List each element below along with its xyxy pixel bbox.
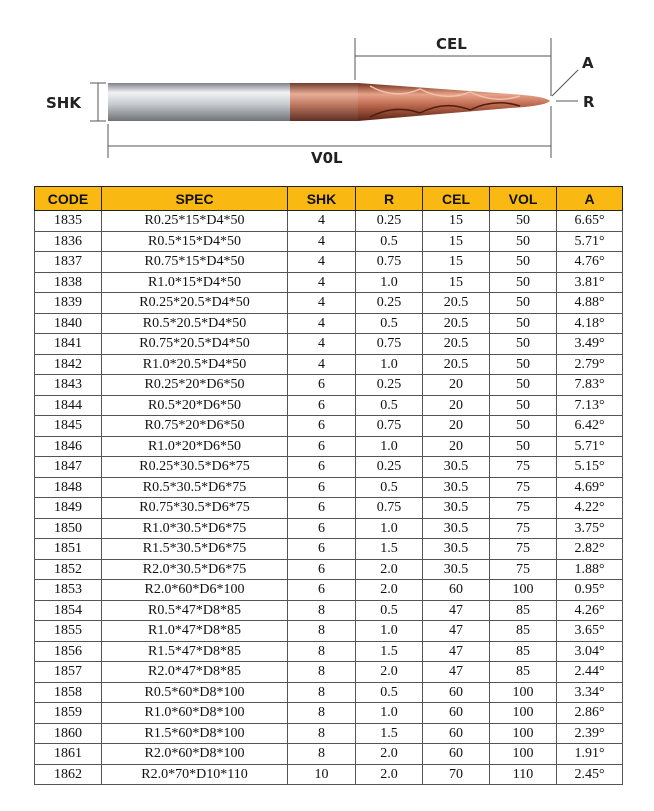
table-row bbox=[35, 703, 623, 724]
cell-cel: 70 bbox=[423, 764, 490, 785]
cell-cel: 60 bbox=[423, 580, 490, 601]
cell-vol: 50 bbox=[490, 416, 557, 437]
cell-spec: R1.5*60*D8*100 bbox=[102, 723, 288, 744]
cell-cel: 20 bbox=[423, 395, 490, 416]
cell-code: 1838 bbox=[35, 272, 102, 293]
cell-spec: R0.5*47*D8*85 bbox=[102, 600, 288, 621]
cell-code: 1845 bbox=[35, 416, 102, 437]
spec-table bbox=[34, 186, 623, 785]
table-header-row bbox=[35, 187, 623, 211]
cell-vol: 85 bbox=[490, 600, 557, 621]
cell-code: 1852 bbox=[35, 559, 102, 580]
cell-shk: 4 bbox=[288, 313, 356, 334]
cell-vol: 100 bbox=[490, 580, 557, 601]
cell-r: 0.5 bbox=[356, 231, 423, 252]
cell-code: 1853 bbox=[35, 580, 102, 601]
cell-vol: 50 bbox=[490, 313, 557, 334]
cell-r: 1.5 bbox=[356, 641, 423, 662]
cell-vol: 50 bbox=[490, 375, 557, 396]
cell-r: 1.0 bbox=[356, 518, 423, 539]
cell-shk: 6 bbox=[288, 416, 356, 437]
cell-a: 5.71° bbox=[557, 231, 623, 252]
cell-shk: 6 bbox=[288, 436, 356, 457]
cell-a: 4.76° bbox=[557, 252, 623, 273]
radius-label: R bbox=[583, 93, 595, 111]
cell-vol: 75 bbox=[490, 477, 557, 498]
cell-spec: R0.5*30.5*D6*75 bbox=[102, 477, 288, 498]
cell-r: 0.75 bbox=[356, 334, 423, 355]
header-a: A bbox=[557, 187, 623, 211]
cell-cel: 20.5 bbox=[423, 334, 490, 355]
cell-shk: 4 bbox=[288, 211, 356, 232]
cell-r: 0.25 bbox=[356, 457, 423, 478]
cell-cel: 60 bbox=[423, 723, 490, 744]
header-code: CODE bbox=[35, 187, 102, 211]
cell-shk: 8 bbox=[288, 662, 356, 683]
table-row bbox=[35, 723, 623, 744]
cell-a: 2.39° bbox=[557, 723, 623, 744]
cell-cel: 20 bbox=[423, 375, 490, 396]
cell-shk: 4 bbox=[288, 334, 356, 355]
cell-spec: R1.0*47*D8*85 bbox=[102, 621, 288, 642]
table-row bbox=[35, 764, 623, 785]
cell-vol: 75 bbox=[490, 539, 557, 560]
cell-shk: 4 bbox=[288, 252, 356, 273]
cell-a: 3.49° bbox=[557, 334, 623, 355]
cell-shk: 6 bbox=[288, 498, 356, 519]
cell-r: 1.0 bbox=[356, 272, 423, 293]
table-row bbox=[35, 559, 623, 580]
cell-a: 3.04° bbox=[557, 641, 623, 662]
cell-r: 0.25 bbox=[356, 375, 423, 396]
cell-vol: 75 bbox=[490, 457, 557, 478]
table-row bbox=[35, 375, 623, 396]
cell-code: 1837 bbox=[35, 252, 102, 273]
cell-spec: R1.0*30.5*D6*75 bbox=[102, 518, 288, 539]
cell-spec: R2.0*70*D10*110 bbox=[102, 764, 288, 785]
cell-shk: 6 bbox=[288, 518, 356, 539]
tool-shank bbox=[108, 83, 358, 121]
cell-code: 1855 bbox=[35, 621, 102, 642]
cell-shk: 4 bbox=[288, 293, 356, 314]
cell-vol: 110 bbox=[490, 764, 557, 785]
cell-spec: R0.25*20*D6*50 bbox=[102, 375, 288, 396]
cell-shk: 4 bbox=[288, 231, 356, 252]
table-row bbox=[35, 744, 623, 765]
cell-code: 1857 bbox=[35, 662, 102, 683]
cell-a: 2.44° bbox=[557, 662, 623, 683]
cell-a: 0.95° bbox=[557, 580, 623, 601]
cell-a: 3.65° bbox=[557, 621, 623, 642]
cell-r: 1.5 bbox=[356, 723, 423, 744]
cell-a: 1.91° bbox=[557, 744, 623, 765]
cell-code: 1836 bbox=[35, 231, 102, 252]
cell-vol: 100 bbox=[490, 682, 557, 703]
cell-shk: 6 bbox=[288, 395, 356, 416]
cell-shk: 6 bbox=[288, 457, 356, 478]
cell-a: 4.69° bbox=[557, 477, 623, 498]
cell-cel: 60 bbox=[423, 703, 490, 724]
cell-spec: R0.75*30.5*D6*75 bbox=[102, 498, 288, 519]
cell-code: 1840 bbox=[35, 313, 102, 334]
cell-a: 2.45° bbox=[557, 764, 623, 785]
cell-spec: R0.5*60*D8*100 bbox=[102, 682, 288, 703]
cell-code: 1862 bbox=[35, 764, 102, 785]
cell-shk: 8 bbox=[288, 703, 356, 724]
shk-label: SHK bbox=[46, 94, 81, 112]
cell-spec: R0.75*20.5*D4*50 bbox=[102, 334, 288, 355]
cell-r: 0.5 bbox=[356, 600, 423, 621]
table-row bbox=[35, 621, 623, 642]
cell-cel: 60 bbox=[423, 744, 490, 765]
cell-shk: 8 bbox=[288, 744, 356, 765]
table-row bbox=[35, 580, 623, 601]
cell-shk: 6 bbox=[288, 539, 356, 560]
table-row bbox=[35, 416, 623, 437]
table-row bbox=[35, 518, 623, 539]
table-body bbox=[35, 211, 623, 785]
cell-r: 2.0 bbox=[356, 559, 423, 580]
cell-a: 1.88° bbox=[557, 559, 623, 580]
cell-code: 1847 bbox=[35, 457, 102, 478]
cell-a: 2.86° bbox=[557, 703, 623, 724]
table-row bbox=[35, 682, 623, 703]
tool-diagram bbox=[0, 0, 654, 180]
table-row bbox=[35, 395, 623, 416]
cell-vol: 75 bbox=[490, 559, 557, 580]
cell-a: 6.65° bbox=[557, 211, 623, 232]
cell-shk: 8 bbox=[288, 641, 356, 662]
cell-code: 1858 bbox=[35, 682, 102, 703]
cell-a: 4.26° bbox=[557, 600, 623, 621]
cell-r: 0.75 bbox=[356, 252, 423, 273]
cell-cel: 30.5 bbox=[423, 539, 490, 560]
cell-code: 1842 bbox=[35, 354, 102, 375]
cell-cel: 47 bbox=[423, 621, 490, 642]
table-row bbox=[35, 436, 623, 457]
cell-a: 2.79° bbox=[557, 354, 623, 375]
cell-cel: 30.5 bbox=[423, 457, 490, 478]
cell-shk: 4 bbox=[288, 272, 356, 293]
cell-vol: 50 bbox=[490, 436, 557, 457]
tool-flute bbox=[358, 83, 550, 121]
cell-code: 1848 bbox=[35, 477, 102, 498]
cell-r: 0.25 bbox=[356, 211, 423, 232]
cell-r: 1.0 bbox=[356, 703, 423, 724]
table-row bbox=[35, 477, 623, 498]
cell-cel: 47 bbox=[423, 600, 490, 621]
cell-code: 1839 bbox=[35, 293, 102, 314]
cell-spec: R2.0*60*D6*100 bbox=[102, 580, 288, 601]
cell-code: 1856 bbox=[35, 641, 102, 662]
cell-r: 0.5 bbox=[356, 313, 423, 334]
cell-vol: 50 bbox=[490, 272, 557, 293]
cell-shk: 6 bbox=[288, 375, 356, 396]
cell-shk: 8 bbox=[288, 682, 356, 703]
cell-code: 1850 bbox=[35, 518, 102, 539]
cell-code: 1854 bbox=[35, 600, 102, 621]
cell-code: 1844 bbox=[35, 395, 102, 416]
cell-cel: 30.5 bbox=[423, 498, 490, 519]
cell-shk: 4 bbox=[288, 354, 356, 375]
cell-vol: 50 bbox=[490, 211, 557, 232]
cell-code: 1846 bbox=[35, 436, 102, 457]
table-row bbox=[35, 231, 623, 252]
cell-spec: R2.0*47*D8*85 bbox=[102, 662, 288, 683]
cell-cel: 15 bbox=[423, 272, 490, 293]
cell-code: 1843 bbox=[35, 375, 102, 396]
table-row bbox=[35, 662, 623, 683]
table-row bbox=[35, 641, 623, 662]
cell-cel: 15 bbox=[423, 231, 490, 252]
cell-spec: R1.0*20*D6*50 bbox=[102, 436, 288, 457]
cell-shk: 6 bbox=[288, 477, 356, 498]
cell-a: 3.75° bbox=[557, 518, 623, 539]
cell-spec: R0.5*20*D6*50 bbox=[102, 395, 288, 416]
cell-a: 5.71° bbox=[557, 436, 623, 457]
table-row bbox=[35, 252, 623, 273]
header-r: R bbox=[356, 187, 423, 211]
cell-r: 0.5 bbox=[356, 682, 423, 703]
cell-cel: 47 bbox=[423, 662, 490, 683]
cell-cel: 20.5 bbox=[423, 293, 490, 314]
cell-cel: 30.5 bbox=[423, 559, 490, 580]
header-spec: SPEC bbox=[102, 187, 288, 211]
cell-cel: 30.5 bbox=[423, 518, 490, 539]
angle-label: A bbox=[582, 54, 594, 72]
cell-r: 0.5 bbox=[356, 477, 423, 498]
cell-code: 1861 bbox=[35, 744, 102, 765]
cell-a: 6.42° bbox=[557, 416, 623, 437]
header-vol: VOL bbox=[490, 187, 557, 211]
cell-vol: 85 bbox=[490, 662, 557, 683]
cell-spec: R0.75*20*D6*50 bbox=[102, 416, 288, 437]
cell-vol: 75 bbox=[490, 518, 557, 539]
cell-vol: 50 bbox=[490, 395, 557, 416]
vol-label: V0L bbox=[311, 149, 343, 167]
cell-spec: R0.75*15*D4*50 bbox=[102, 252, 288, 273]
header-shk: SHK bbox=[288, 187, 356, 211]
cell-a: 4.22° bbox=[557, 498, 623, 519]
cell-spec: R1.0*20.5*D4*50 bbox=[102, 354, 288, 375]
cell-cel: 20 bbox=[423, 416, 490, 437]
cell-r: 0.5 bbox=[356, 395, 423, 416]
cell-code: 1859 bbox=[35, 703, 102, 724]
cell-spec: R1.0*15*D4*50 bbox=[102, 272, 288, 293]
cell-r: 0.25 bbox=[356, 293, 423, 314]
cell-spec: R0.25*30.5*D6*75 bbox=[102, 457, 288, 478]
cell-spec: R0.5*20.5*D4*50 bbox=[102, 313, 288, 334]
cel-label: CEL bbox=[436, 35, 467, 53]
cell-r: 0.75 bbox=[356, 416, 423, 437]
cell-cel: 15 bbox=[423, 211, 490, 232]
cell-shk: 6 bbox=[288, 580, 356, 601]
cell-r: 1.5 bbox=[356, 539, 423, 560]
table-row bbox=[35, 211, 623, 232]
cell-code: 1860 bbox=[35, 723, 102, 744]
table-row bbox=[35, 539, 623, 560]
cell-r: 2.0 bbox=[356, 744, 423, 765]
cell-spec: R2.0*60*D8*100 bbox=[102, 744, 288, 765]
cell-a: 7.83° bbox=[557, 375, 623, 396]
cell-shk: 8 bbox=[288, 621, 356, 642]
cell-code: 1835 bbox=[35, 211, 102, 232]
cell-r: 0.75 bbox=[356, 498, 423, 519]
cell-spec: R1.5*30.5*D6*75 bbox=[102, 539, 288, 560]
cell-vol: 100 bbox=[490, 744, 557, 765]
cell-vol: 100 bbox=[490, 723, 557, 744]
cell-cel: 20.5 bbox=[423, 354, 490, 375]
table-row bbox=[35, 457, 623, 478]
cell-spec: R2.0*30.5*D6*75 bbox=[102, 559, 288, 580]
cell-cel: 60 bbox=[423, 682, 490, 703]
cell-a: 4.18° bbox=[557, 313, 623, 334]
cell-shk: 8 bbox=[288, 600, 356, 621]
cell-spec: R0.5*15*D4*50 bbox=[102, 231, 288, 252]
header-cel: CEL bbox=[423, 187, 490, 211]
cell-a: 7.13° bbox=[557, 395, 623, 416]
cell-shk: 6 bbox=[288, 559, 356, 580]
cell-spec: R1.0*60*D8*100 bbox=[102, 703, 288, 724]
cell-a: 4.88° bbox=[557, 293, 623, 314]
cell-code: 1849 bbox=[35, 498, 102, 519]
cell-r: 2.0 bbox=[356, 662, 423, 683]
table-row bbox=[35, 293, 623, 314]
cell-vol: 100 bbox=[490, 703, 557, 724]
cell-a: 5.15° bbox=[557, 457, 623, 478]
cell-code: 1851 bbox=[35, 539, 102, 560]
table-row bbox=[35, 498, 623, 519]
cell-code: 1841 bbox=[35, 334, 102, 355]
table-row bbox=[35, 272, 623, 293]
cell-vol: 85 bbox=[490, 641, 557, 662]
cell-cel: 15 bbox=[423, 252, 490, 273]
cell-a: 2.82° bbox=[557, 539, 623, 560]
cell-r: 1.0 bbox=[356, 621, 423, 642]
cell-cel: 47 bbox=[423, 641, 490, 662]
cell-r: 1.0 bbox=[356, 354, 423, 375]
cell-cel: 20.5 bbox=[423, 313, 490, 334]
cell-vol: 85 bbox=[490, 621, 557, 642]
cell-vol: 75 bbox=[490, 498, 557, 519]
cell-r: 2.0 bbox=[356, 764, 423, 785]
cell-vol: 50 bbox=[490, 354, 557, 375]
cell-shk: 8 bbox=[288, 723, 356, 744]
cell-vol: 50 bbox=[490, 231, 557, 252]
cell-a: 3.81° bbox=[557, 272, 623, 293]
cell-cel: 30.5 bbox=[423, 477, 490, 498]
table-row bbox=[35, 354, 623, 375]
cell-r: 2.0 bbox=[356, 580, 423, 601]
cell-spec: R0.25*15*D4*50 bbox=[102, 211, 288, 232]
table-row bbox=[35, 313, 623, 334]
cell-shk: 10 bbox=[288, 764, 356, 785]
cell-spec: R1.5*47*D8*85 bbox=[102, 641, 288, 662]
cell-vol: 50 bbox=[490, 252, 557, 273]
cell-vol: 50 bbox=[490, 334, 557, 355]
cell-r: 1.0 bbox=[356, 436, 423, 457]
table-row bbox=[35, 600, 623, 621]
cell-a: 3.34° bbox=[557, 682, 623, 703]
table-row bbox=[35, 334, 623, 355]
cell-vol: 50 bbox=[490, 293, 557, 314]
cell-cel: 20 bbox=[423, 436, 490, 457]
cell-spec: R0.25*20.5*D4*50 bbox=[102, 293, 288, 314]
